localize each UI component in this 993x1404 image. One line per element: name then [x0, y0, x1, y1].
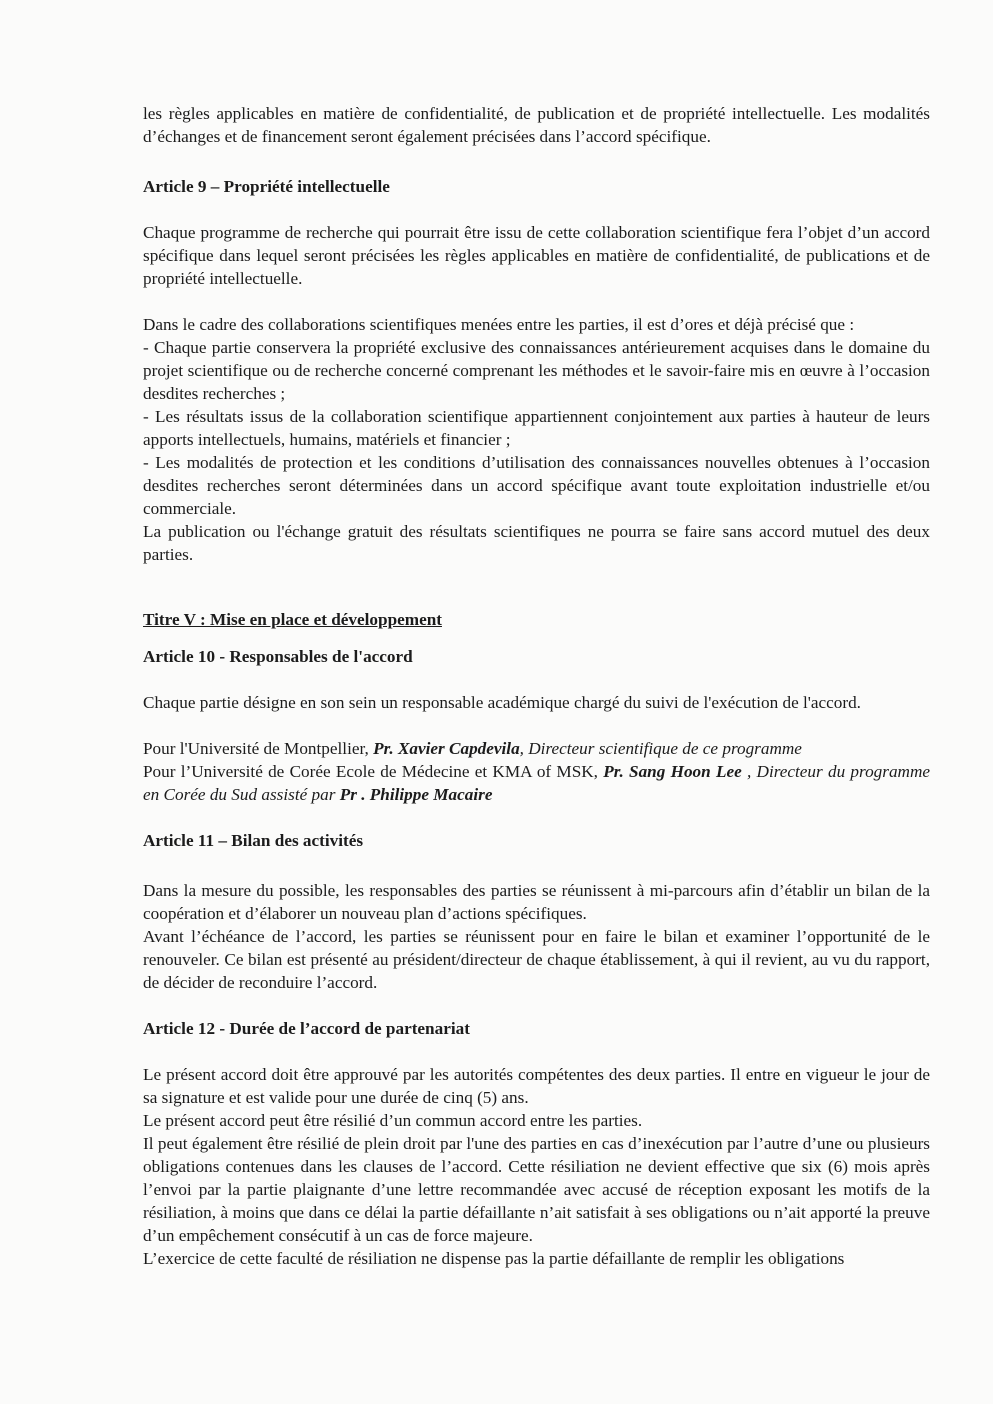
article-10-heading: Article 10 - Responsables de l'accord [143, 647, 413, 666]
article-10-paragraph-1: Chaque partie désigne en son sein un responsable académique chargé du suivi de l'exécution de l'accord. [143, 693, 861, 712]
article-11-heading: Article 11 – Bilan des activités [143, 831, 364, 850]
contact-2-assistant-name: Pr . Philippe Macaire [339, 785, 493, 804]
contact-1-role: , Directeur scientifique de ce programme [519, 739, 802, 758]
document-page [143, 102, 930, 1270]
contact-1-name: Pr. Xavier Capdevila [373, 739, 520, 758]
contact-2-role: , Directeur du programme en Corée du Sud assisté par [143, 762, 930, 804]
contact-2-name: Pr. Sang Hoon Lee [603, 762, 742, 781]
article-9-heading: Article 9 – Propriété intellectuelle [143, 177, 390, 196]
article-12-paragraph-2: Le présent accord peut être résilié d’un commun accord entre les parties. [143, 1111, 643, 1130]
article-9-list-item: - Les résultats issus de la collaboration scientifique appartiennent conjointement aux parties à hauteur de leurs apports intellectuels, humains, matériels et financier ; [143, 407, 930, 449]
titre-5-title: Titre V : Mise en place et développement [143, 610, 442, 629]
article-9-list-item: - Les modalités de protection et les conditions d’utilisation des connaissances nouvelles obtenues à l’occasion desdites recherches seront déterminées dans un accord spécifique avant toute exploitation industrielle et/ou commerciale. [143, 453, 930, 518]
contact-2-institution: Pour l’Université de Corée Ecole de Médecine et KMA of MSK, [143, 762, 604, 781]
article-9-list-item: - Chaque partie conservera la propriété exclusive des connaissances antérieurement acquises dans le domaine du projet scientifique ou de recherche concerné comprenant les méthodes et le savoir-faire mis en œuvre à l’occasion desdites recherches ; [143, 338, 930, 403]
article-9-paragraph-3: La publication ou l'échange gratuit des résultats scientifiques ne pourra se faire sans accord mutuel des deux parties. [143, 522, 930, 564]
contact-1-institution: Pour l'Université de Montpellier, [143, 739, 374, 758]
article-12-paragraph-4: L’exercice de cette faculté de résiliation ne dispense pas la partie défaillante de remplir les obligations [143, 1249, 845, 1268]
article-9-paragraph-2: Dans le cadre des collaborations scientifiques menées entre les parties, il est d’ores et déjà précisé que : [143, 315, 855, 334]
article-10-contact-1 [143, 737, 930, 760]
intro-paragraph: les règles applicables en matière de confidentialité, de publication et de propriété intellectuelle. Les modalités d’échanges et de financement seront également précisées dans l’accord spécifique. [143, 104, 930, 146]
article-12-paragraph-3: Il peut également être résilié de plein droit par l'une des parties en cas d’inexécution par l’autre d’une ou plusieurs obligations contenues dans les clauses de l’accord. Cette résiliation ne devient effective que six (6) mois après l’envoi par la partie plaignante d’une lettre recommandée avec accusé de réception exposant les motifs de la résiliation, à moins que dans ce délai la partie défaillante n’ait satisfait à ses obligations ou n’ait apporté la preuve d’un empêchement consécutif à un cas de force majeure. [143, 1134, 930, 1245]
article-11-paragraph-2: Avant l’échéance de l’accord, les parties se réunissent pour en faire le bilan et examiner l’opportunité de le renouveler. Ce bilan est présenté au président/directeur de chaque établissement, à qui il revient, au vu du rapport, de décider de reconduire l’accord. [143, 927, 930, 992]
article-12-paragraph-1: Le présent accord doit être approuvé par les autorités compétentes des deux parties. Il entre en vigueur le jour de sa signature et est valide pour une durée de cinq (5) ans. [143, 1065, 930, 1107]
article-11-paragraph-1: Dans la mesure du possible, les responsables des parties se réunissent à mi-parcours afin d’établir un bilan de la coopération et d’élaborer un nouveau plan d’actions spécifiques. [143, 881, 930, 923]
article-12-heading: Article 12 - Durée de l’accord de partenariat [143, 1019, 470, 1038]
article-9-paragraph-1: Chaque programme de recherche qui pourrait être issu de cette collaboration scientifique fera l’objet d’un accord spécifique dans lequel seront précisées les règles applicables en matière de confidentialité, de publications et de propriété intellectuelle. [143, 223, 930, 288]
article-10-contact-2 [143, 760, 930, 806]
